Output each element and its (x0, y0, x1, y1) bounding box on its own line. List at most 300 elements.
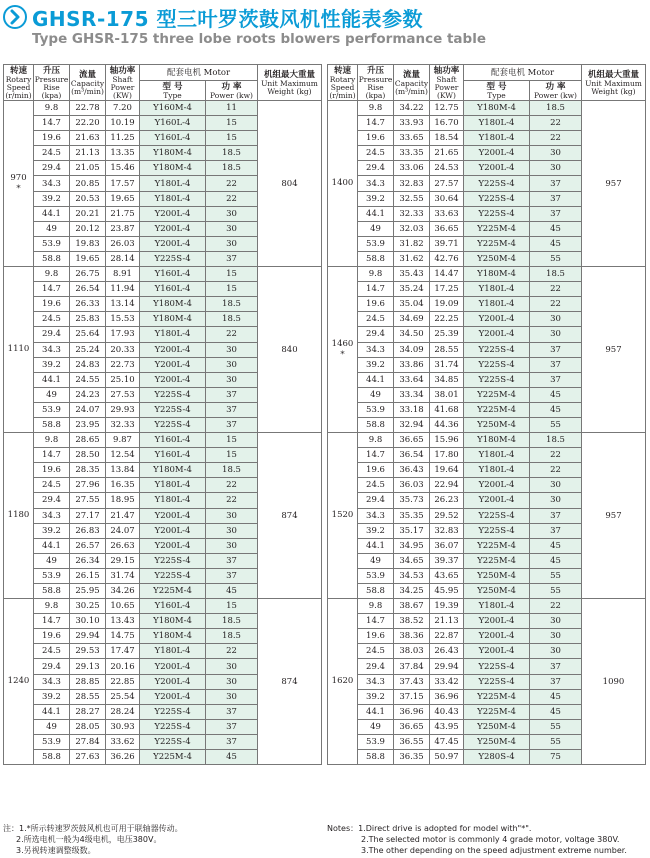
shaft-power-cell: 9.87 (106, 433, 140, 448)
header-motor-power (530, 81, 582, 101)
capacity-cell: 27.96 (70, 478, 106, 493)
motor-type-cell: Y180M-4 (140, 161, 206, 176)
motor-type-cell: Y200L-4 (464, 644, 530, 659)
capacity-cell: 33.06 (394, 161, 430, 176)
pressure-cell: 58.8 (358, 584, 394, 599)
shaft-power-cell: 16.35 (106, 478, 140, 493)
speed-cell (328, 267, 358, 433)
header-capacity-zh: 流量 (78, 69, 96, 80)
note-line: Notes：1.Direct drive is adopted for model with"*". (327, 824, 532, 833)
pressure-cell: 58.8 (358, 417, 394, 432)
motor-type-cell: Y250M-4 (464, 719, 530, 734)
shaft-power-cell: 45.95 (430, 584, 464, 599)
capacity-cell: 32.83 (394, 176, 430, 191)
shaft-power-cell: 22.94 (430, 478, 464, 493)
capacity-cell: 33.65 (394, 131, 430, 146)
pressure-cell: 14.7 (358, 614, 394, 629)
motor-power-cell: 18.5 (530, 101, 582, 116)
pressure-cell: 53.9 (34, 236, 70, 251)
shaft-power-cell: 25.39 (430, 327, 464, 342)
pressure-cell: 19.6 (34, 131, 70, 146)
motor-type-cell: Y180L-4 (464, 116, 530, 131)
pressure-cell: 44.1 (358, 206, 394, 221)
speed-cell (4, 101, 34, 267)
shaft-power-cell: 13.35 (106, 146, 140, 161)
header-motor-power (206, 81, 258, 101)
shaft-power-cell: 12.54 (106, 448, 140, 463)
motor-power-cell: 22 (530, 131, 582, 146)
speed-cell (328, 101, 358, 267)
shaft-power-cell: 15.46 (106, 161, 140, 176)
motor-type-cell: Y200L-4 (140, 538, 206, 553)
pressure-cell: 44.1 (358, 704, 394, 719)
header-motor (140, 65, 258, 81)
motor-type-cell: Y200L-4 (464, 161, 530, 176)
pressure-cell: 19.6 (358, 297, 394, 312)
weight-cell: 957 (582, 433, 646, 599)
motor-power-cell: 30 (206, 689, 258, 704)
shaft-power-cell: 31.74 (430, 357, 464, 372)
motor-power-cell: 30 (206, 221, 258, 236)
shaft-power-cell: 41.68 (430, 402, 464, 417)
header-motor-label: 配套电机 Motor (166, 67, 231, 78)
shaft-power-cell: 30.93 (106, 719, 140, 734)
header-speed (328, 65, 358, 101)
capacity-cell: 38.03 (394, 644, 430, 659)
motor-type-cell: Y225S-4 (140, 553, 206, 568)
motor-type-cell: Y225M-4 (464, 221, 530, 236)
pressure-cell: 58.8 (358, 251, 394, 266)
motor-power-cell: 30 (530, 312, 582, 327)
motor-power-cell: 18.5 (206, 312, 258, 327)
capacity-cell: 24.07 (70, 402, 106, 417)
capacity-cell: 33.35 (394, 146, 430, 161)
motor-power-cell: 18.5 (206, 146, 258, 161)
pressure-cell: 14.7 (358, 116, 394, 131)
motor-power-cell: 37 (530, 508, 582, 523)
capacity-cell: 34.53 (394, 568, 430, 583)
shaft-power-cell: 28.14 (106, 251, 140, 266)
speed-value: 1110 (7, 344, 30, 355)
capacity-cell: 34.69 (394, 312, 430, 327)
capacity-cell: 34.22 (394, 101, 430, 116)
motor-type-cell: Y180L-4 (140, 176, 206, 191)
shaft-power-cell: 27.53 (106, 387, 140, 402)
pressure-cell: 39.2 (34, 357, 70, 372)
pressure-cell: 39.2 (34, 689, 70, 704)
speed-cell (328, 599, 358, 765)
motor-power-cell: 22 (530, 463, 582, 478)
motor-power-cell: 55 (530, 719, 582, 734)
capacity-cell: 36.96 (394, 704, 430, 719)
motor-power-cell: 22 (206, 191, 258, 206)
capacity-cell: 37.43 (394, 674, 430, 689)
motor-type-cell: Y225S-4 (140, 251, 206, 266)
capacity-cell: 28.65 (70, 433, 106, 448)
shaft-power-cell: 39.71 (430, 236, 464, 251)
shaft-power-cell: 21.65 (430, 146, 464, 161)
shaft-power-cell: 17.47 (106, 644, 140, 659)
shaft-power-cell: 26.63 (106, 538, 140, 553)
motor-power-cell: 15 (206, 599, 258, 614)
motor-type-cell: Y225M-4 (464, 538, 530, 553)
motor-power-cell: 55 (530, 568, 582, 583)
motor-type-cell: Y180L-4 (464, 131, 530, 146)
motor-power-cell: 30 (206, 508, 258, 523)
pressure-cell: 53.9 (34, 402, 70, 417)
pressure-cell: 29.4 (34, 161, 70, 176)
motor-power-cell: 45 (530, 689, 582, 704)
header-capacity (70, 65, 106, 101)
pressure-cell: 14.7 (34, 116, 70, 131)
shaft-power-cell: 19.39 (430, 599, 464, 614)
direct-drive-mark: * (16, 183, 21, 194)
speed-value: 970 (10, 172, 27, 183)
shaft-power-cell: 33.63 (430, 206, 464, 221)
motor-power-cell: 37 (206, 251, 258, 266)
pressure-cell: 19.6 (34, 629, 70, 644)
speed-value: 1180 (7, 510, 30, 521)
motor-type-cell: Y180L-4 (140, 644, 206, 659)
table-row (328, 433, 646, 448)
shaft-power-cell: 36.07 (430, 538, 464, 553)
weight-cell: 957 (582, 267, 646, 433)
pressure-cell: 34.3 (358, 674, 394, 689)
header-shaft-power-zh: 轴功率 (109, 65, 136, 76)
shaft-power-cell: 25.10 (106, 372, 140, 387)
performance-table-right (327, 64, 646, 765)
header-motor-type-en: Type (163, 90, 182, 100)
pressure-cell: 58.8 (34, 417, 70, 432)
capacity-cell: 28.27 (70, 704, 106, 719)
motor-type-cell: Y225S-4 (464, 674, 530, 689)
weight-cell: 1090 (582, 599, 646, 765)
motor-type-cell: Y225S-4 (140, 704, 206, 719)
pressure-cell: 14.7 (358, 282, 394, 297)
motor-type-cell: Y200L-4 (464, 629, 530, 644)
motor-power-cell: 15 (206, 267, 258, 282)
pressure-cell: 49 (34, 719, 70, 734)
header-weight-zh: 机组最大重量 (587, 69, 639, 80)
capacity-cell: 33.18 (394, 402, 430, 417)
pressure-cell: 14.7 (34, 448, 70, 463)
shaft-power-cell: 29.15 (106, 553, 140, 568)
shaft-power-cell: 8.91 (106, 267, 140, 282)
pressure-cell: 29.4 (34, 493, 70, 508)
motor-type-cell: Y225M-4 (464, 387, 530, 402)
capacity-cell: 25.64 (70, 327, 106, 342)
capacity-cell: 36.65 (394, 719, 430, 734)
motor-power-cell: 37 (530, 357, 582, 372)
motor-power-cell: 37 (530, 523, 582, 538)
shaft-power-cell: 29.52 (430, 508, 464, 523)
motor-power-cell: 37 (530, 191, 582, 206)
table-row (4, 433, 322, 448)
capacity-cell: 20.53 (70, 191, 106, 206)
pressure-cell: 49 (358, 719, 394, 734)
motor-type-cell: Y180M-4 (140, 629, 206, 644)
speed-value: 1460 (331, 338, 354, 349)
note-line: 2.所选电机一般为4级电机，电压380V。 (16, 835, 162, 844)
pressure-cell: 9.8 (358, 433, 394, 448)
capacity-cell: 35.73 (394, 493, 430, 508)
motor-type-cell: Y225S-4 (140, 719, 206, 734)
capacity-cell: 36.43 (394, 463, 430, 478)
motor-power-cell: 22 (206, 493, 258, 508)
motor-type-cell: Y225S-4 (140, 734, 206, 749)
shaft-power-cell: 29.93 (106, 402, 140, 417)
pressure-cell: 24.5 (34, 312, 70, 327)
chevron-right-icon (3, 5, 27, 29)
shaft-power-cell: 7.20 (106, 101, 140, 116)
motor-power-cell: 37 (206, 704, 258, 719)
capacity-cell: 37.84 (394, 659, 430, 674)
capacity-cell: 20.21 (70, 206, 106, 221)
shaft-power-cell: 38.01 (430, 387, 464, 402)
motor-power-cell: 18.5 (206, 614, 258, 629)
pressure-cell: 14.7 (34, 614, 70, 629)
capacity-cell: 27.63 (70, 750, 106, 765)
shaft-power-cell: 24.53 (430, 161, 464, 176)
motor-type-cell: Y160L-4 (140, 433, 206, 448)
motor-type-cell: Y180M-4 (464, 433, 530, 448)
header-motor-power-en: Power (kw) (534, 90, 577, 100)
capacity-cell: 36.03 (394, 478, 430, 493)
pressure-cell: 44.1 (34, 372, 70, 387)
pressure-cell: 29.4 (34, 327, 70, 342)
capacity-cell: 35.17 (394, 523, 430, 538)
motor-type-cell: Y225S-4 (140, 568, 206, 583)
motor-type-cell: Y160L-4 (140, 282, 206, 297)
shaft-power-cell: 17.93 (106, 327, 140, 342)
table-row (328, 101, 646, 116)
pressure-cell: 19.6 (358, 629, 394, 644)
capacity-cell: 24.23 (70, 387, 106, 402)
motor-power-cell: 15 (206, 282, 258, 297)
motor-type-cell: Y160M-4 (140, 101, 206, 116)
capacity-cell: 27.17 (70, 508, 106, 523)
pressure-cell: 53.9 (358, 236, 394, 251)
motor-power-cell: 22 (530, 448, 582, 463)
motor-power-cell: 22 (206, 644, 258, 659)
motor-power-cell: 30 (530, 493, 582, 508)
shaft-power-cell: 39.37 (430, 553, 464, 568)
motor-power-cell: 75 (530, 750, 582, 765)
motor-type-cell: Y200L-4 (464, 146, 530, 161)
header-shaft-power-zh: 轴功率 (433, 65, 460, 76)
pressure-cell: 58.8 (34, 750, 70, 765)
pressure-cell: 34.3 (34, 508, 70, 523)
shaft-power-cell: 10.65 (106, 599, 140, 614)
weight-cell: 874 (258, 599, 322, 765)
motor-type-cell: Y225S-4 (464, 659, 530, 674)
motor-power-cell: 30 (530, 161, 582, 176)
capacity-cell: 36.65 (394, 433, 430, 448)
pressure-cell: 9.8 (358, 267, 394, 282)
pressure-cell: 39.2 (34, 191, 70, 206)
capacity-cell: 26.34 (70, 553, 106, 568)
header-weight-en: Unit Maximum Weight (kg) (261, 78, 318, 96)
shaft-power-cell: 21.47 (106, 508, 140, 523)
pressure-cell: 29.4 (358, 493, 394, 508)
motor-type-cell: Y160L-4 (140, 448, 206, 463)
capacity-cell: 23.95 (70, 417, 106, 432)
motor-power-cell: 45 (206, 750, 258, 765)
header-motor-power-en: Power (kw) (210, 90, 253, 100)
motor-power-cell: 15 (206, 131, 258, 146)
motor-power-cell: 30 (530, 614, 582, 629)
motor-power-cell: 22 (206, 176, 258, 191)
pressure-cell: 9.8 (34, 433, 70, 448)
motor-type-cell: Y200L-4 (140, 357, 206, 372)
notes-chinese (3, 823, 183, 856)
pressure-cell: 44.1 (358, 538, 394, 553)
shaft-power-cell: 16.70 (430, 116, 464, 131)
pressure-cell: 9.8 (34, 101, 70, 116)
header-weight (258, 65, 322, 101)
shaft-power-cell: 47.45 (430, 734, 464, 749)
pressure-cell: 58.8 (34, 251, 70, 266)
pressure-cell: 24.5 (358, 478, 394, 493)
motor-type-cell: Y200L-4 (140, 689, 206, 704)
shaft-power-cell: 34.85 (430, 372, 464, 387)
capacity-cell: 28.50 (70, 448, 106, 463)
motor-power-cell: 37 (206, 719, 258, 734)
capacity-cell: 29.13 (70, 659, 106, 674)
shaft-power-cell: 19.65 (106, 191, 140, 206)
motor-type-cell: Y225S-4 (464, 357, 530, 372)
motor-type-cell: Y225M-4 (464, 236, 530, 251)
pressure-cell: 9.8 (358, 101, 394, 116)
capacity-cell: 28.85 (70, 674, 106, 689)
capacity-cell: 20.12 (70, 221, 106, 236)
capacity-cell: 33.93 (394, 116, 430, 131)
speed-cell (328, 433, 358, 599)
header-speed-zh: 转速 (9, 65, 27, 76)
motor-power-cell: 30 (206, 372, 258, 387)
motor-power-cell: 37 (530, 674, 582, 689)
pressure-cell: 44.1 (358, 372, 394, 387)
shaft-power-cell: 21.13 (430, 614, 464, 629)
pressure-cell: 49 (34, 553, 70, 568)
pressure-cell: 53.9 (34, 568, 70, 583)
shaft-power-cell: 13.43 (106, 614, 140, 629)
motor-type-cell: Y200L-4 (464, 493, 530, 508)
shaft-power-cell: 36.26 (106, 750, 140, 765)
motor-type-cell: Y280S-4 (464, 750, 530, 765)
motor-power-cell: 22 (530, 282, 582, 297)
shaft-power-cell: 14.47 (430, 267, 464, 282)
table-row (4, 599, 322, 614)
motor-power-cell: 45 (530, 704, 582, 719)
motor-type-cell: Y180M-4 (140, 463, 206, 478)
shaft-power-cell: 11.94 (106, 282, 140, 297)
motor-power-cell: 37 (206, 553, 258, 568)
motor-type-cell: Y225M-4 (464, 553, 530, 568)
speed-cell (4, 433, 34, 599)
capacity-cell: 20.85 (70, 176, 106, 191)
shaft-power-cell: 36.65 (430, 221, 464, 236)
pressure-cell: 9.8 (34, 599, 70, 614)
motor-type-cell: Y180L-4 (464, 297, 530, 312)
motor-type-cell: Y180L-4 (140, 327, 206, 342)
capacity-cell: 21.05 (70, 161, 106, 176)
capacity-cell: 26.75 (70, 267, 106, 282)
header-pressure-en: Pressure Rise (kpa) (34, 74, 69, 100)
motor-type-cell: Y160L-4 (140, 131, 206, 146)
motor-type-cell: Y250M-4 (464, 568, 530, 583)
motor-type-cell: Y200L-4 (140, 236, 206, 251)
pressure-cell: 39.2 (358, 689, 394, 704)
capacity-cell: 29.94 (70, 629, 106, 644)
table-row (4, 101, 322, 116)
motor-type-cell: Y180M-4 (140, 312, 206, 327)
motor-power-cell: 37 (206, 568, 258, 583)
shaft-power-cell: 13.84 (106, 463, 140, 478)
capacity-cell: 32.94 (394, 417, 430, 432)
capacity-cell: 25.95 (70, 584, 106, 599)
capacity-cell: 21.63 (70, 131, 106, 146)
speed-value: 1520 (331, 510, 354, 521)
motor-type-cell: Y225M-4 (464, 704, 530, 719)
pressure-cell: 34.3 (358, 342, 394, 357)
shaft-power-cell: 36.96 (430, 689, 464, 704)
motor-power-cell: 15 (206, 448, 258, 463)
shaft-power-cell: 34.26 (106, 584, 140, 599)
shaft-power-cell: 14.75 (106, 629, 140, 644)
capacity-cell: 28.55 (70, 689, 106, 704)
shaft-power-cell: 10.19 (106, 116, 140, 131)
motor-type-cell: Y200L-4 (140, 221, 206, 236)
header-shaft-power-en: Shaft Power (KW) (110, 74, 135, 100)
capacity-cell: 22.20 (70, 116, 106, 131)
pressure-cell: 34.3 (34, 674, 70, 689)
pressure-cell: 19.6 (358, 131, 394, 146)
shaft-power-cell: 20.16 (106, 659, 140, 674)
header-speed-en: Rotary Speed (r/min) (329, 74, 356, 100)
motor-type-cell: Y180M-4 (140, 146, 206, 161)
header-motor-power-zh: 功 率 (545, 81, 566, 92)
pressure-cell: 24.5 (358, 146, 394, 161)
motor-type-cell: Y200L-4 (464, 614, 530, 629)
header-pressure (358, 65, 394, 101)
capacity-cell: 31.62 (394, 251, 430, 266)
motor-type-cell: Y180L-4 (140, 191, 206, 206)
shaft-power-cell: 22.87 (430, 629, 464, 644)
motor-power-cell: 37 (206, 734, 258, 749)
header-capacity-en: Capacity (m³/min) (70, 78, 105, 96)
shaft-power-cell: 30.64 (430, 191, 464, 206)
shaft-power-cell: 17.25 (430, 282, 464, 297)
shaft-power-cell: 26.03 (106, 236, 140, 251)
motor-power-cell: 18.5 (206, 629, 258, 644)
motor-power-cell: 37 (530, 342, 582, 357)
capacity-cell: 38.52 (394, 614, 430, 629)
shaft-power-cell: 43.95 (430, 719, 464, 734)
direct-drive-mark: * (340, 349, 345, 360)
shaft-power-cell: 50.97 (430, 750, 464, 765)
capacity-cell: 33.86 (394, 357, 430, 372)
page-title: GHSR-175 型三叶罗茨鼓风机性能表参数 (32, 7, 423, 31)
weight-cell: 840 (258, 267, 322, 433)
pressure-cell: 53.9 (358, 402, 394, 417)
header-speed (4, 65, 34, 101)
shaft-power-cell: 31.74 (106, 568, 140, 583)
motor-type-cell: Y160L-4 (140, 267, 206, 282)
header-motor-power-zh: 功 率 (221, 81, 242, 92)
shaft-power-cell: 11.25 (106, 131, 140, 146)
capacity-cell: 31.82 (394, 236, 430, 251)
